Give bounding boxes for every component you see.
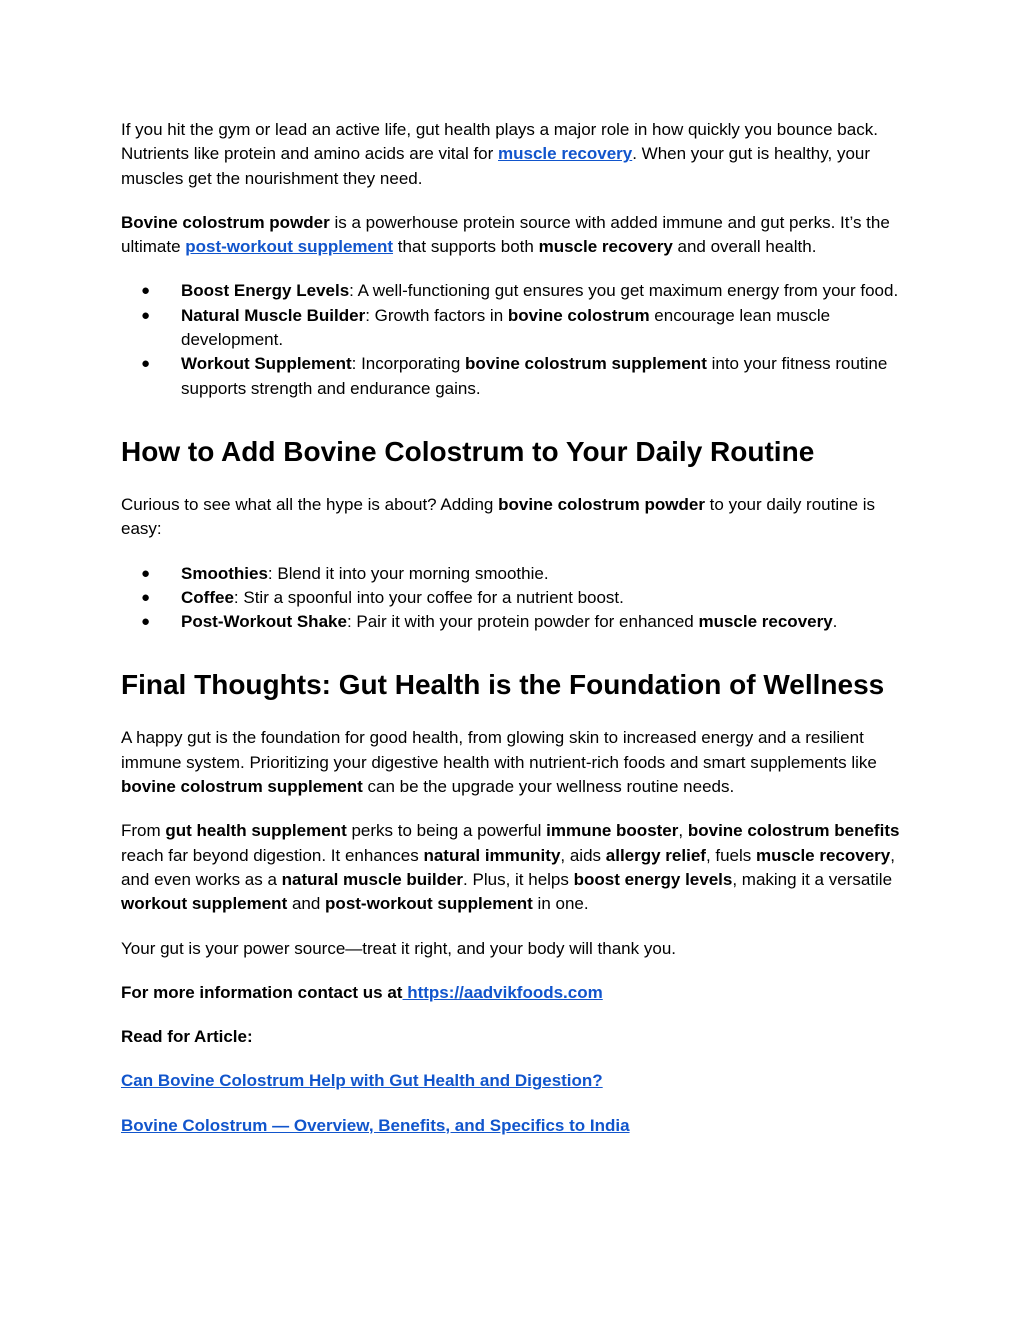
heading-final-thoughts: Final Thoughts: Gut Health is the Foundation of Wellness xyxy=(121,669,885,701)
document-body xyxy=(121,118,911,1138)
website-link[interactable]: https://aadvikfoods.com xyxy=(402,982,603,1002)
list-item: ● Post-Workout Shake: Pair it with your protein powder for enhanced muscle recovery. xyxy=(121,610,911,634)
article-link-gut-health[interactable]: Can Bovine Colostrum Help with Gut Health and Digestion? xyxy=(121,1071,603,1091)
paragraph-benefits-summary: From gut health supplement perks to being a powerful immune booster, bovine colostrum benefits reach far beyond digestion. It enhances natural immunity, aids allergy relief, fuels muscle recovery, and even works as a natural muscle builder. Plus, it helps boost energy levels, making it a versatile workout supplement and post-workout supplement in one. xyxy=(121,821,900,914)
paragraph-curious: Curious to see what all the hype is about? Adding bovine colostrum powder to your daily routine is easy: xyxy=(121,494,876,539)
list-item: ● Smoothies: Blend it into your morning smoothie. xyxy=(121,562,911,586)
paragraph-colostrum-powder: Bovine colostrum powder is a powerhouse protein source with added immune and gut perks. It’s the ultimate post-workout supplement that supports both muscle recovery and overall health. xyxy=(121,212,890,257)
read-for-article-label: Read for Article: xyxy=(121,1027,253,1047)
bullet-icon: ● xyxy=(141,613,151,631)
contact-line: For more information contact us at https://aadvikfoods.com xyxy=(121,982,603,1002)
paragraph-happy-gut: A happy gut is the foundation for good health, from glowing skin to increased energy and a resilient immune system. Prioritizing your digestive health with nutrient-rich foods and smart supplements like bovine colostrum supplement can be the upgrade your wellness routine needs. xyxy=(121,728,877,797)
benefits-list xyxy=(121,279,911,400)
list-item: ● Workout Supplement: Incorporating bovine colostrum supplement into your fitness routine supports strength and endurance gains. xyxy=(141,354,888,398)
bullet-icon: ● xyxy=(141,306,151,324)
list-item: ● Boost Energy Levels: A well-functioning gut ensures you get maximum energy from your food. xyxy=(121,279,911,303)
bullet-icon: ● xyxy=(141,588,151,606)
paragraph-power-source: Your gut is your power source—treat it right, and your body will thank you. xyxy=(121,938,676,958)
list-item: ● Natural Muscle Builder: Growth factors in bovine colostrum encourage lean muscle development. xyxy=(141,305,831,350)
article-link-row-2 xyxy=(121,1114,911,1138)
heading-daily-routine: How to Add Bovine Colostrum to Your Daily Routine xyxy=(121,435,815,467)
routine-list xyxy=(121,562,911,635)
article-link-row-1 xyxy=(121,1069,911,1093)
list-item: ● Coffee: Stir a spoonful into your coffee for a nutrient boost. xyxy=(121,586,911,610)
bullet-icon: ● xyxy=(141,564,151,582)
bullet-icon: ● xyxy=(141,355,151,373)
bullet-icon: ● xyxy=(141,282,151,300)
paragraph-gym: If you hit the gym or lead an active life, gut health plays a major role in how quickly you bounce back. Nutrients like protein and amino acids are vital for muscle recovery. When your gut is healthy, your muscles get the nourishment they need. xyxy=(121,120,878,188)
post-workout-supplement-link[interactable]: post-workout supplement xyxy=(185,237,394,257)
article-link-overview[interactable]: Bovine Colostrum — Overview, Benefits, and Specifics to India xyxy=(121,1115,630,1135)
muscle-recovery-link[interactable]: muscle recovery xyxy=(498,144,633,164)
